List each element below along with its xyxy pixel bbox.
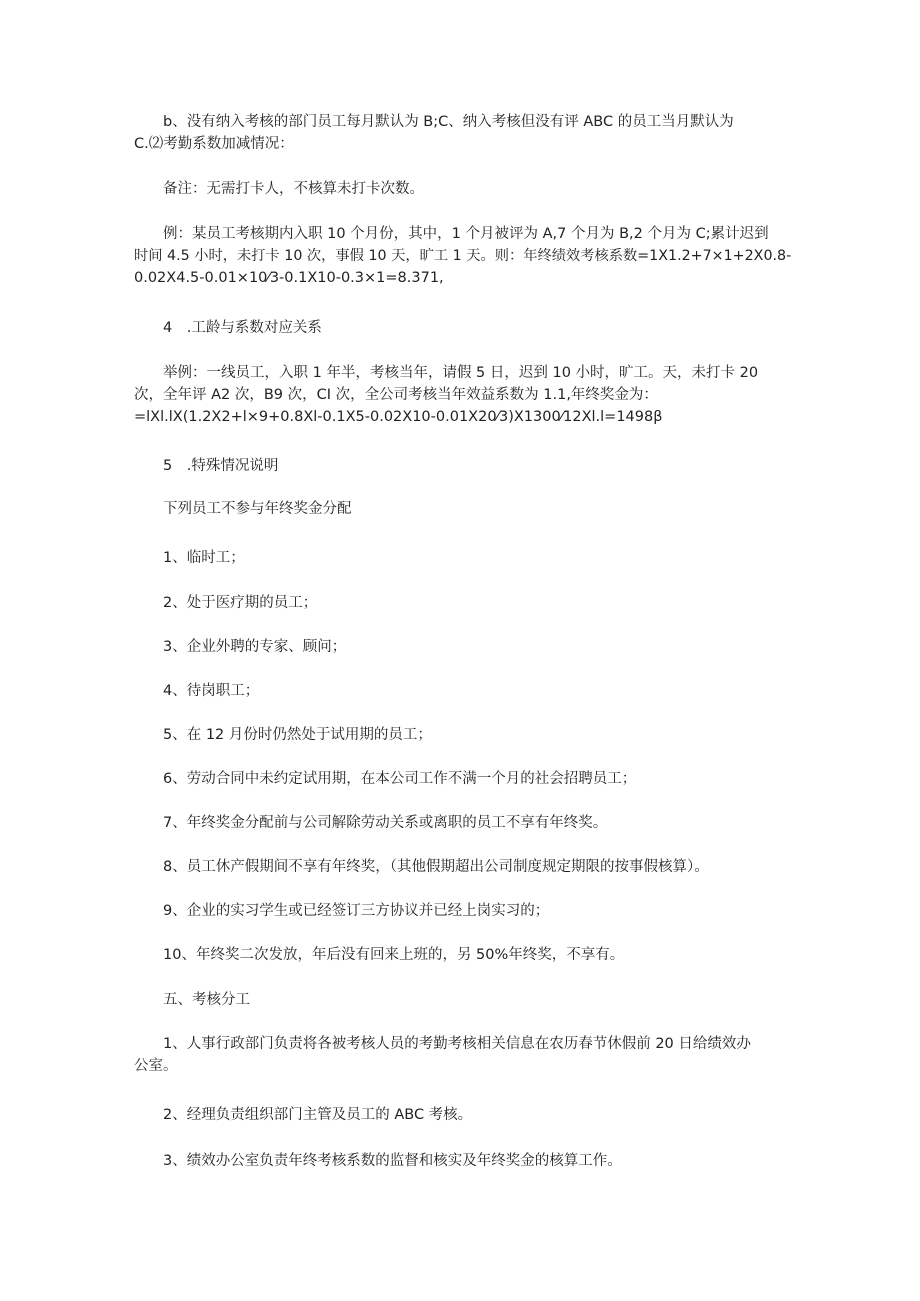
text-line: 次，全年评 A2 次，B9 次，CI 次，全公司考核当年效益系数为 1.1,年终奖金为： — [134, 387, 658, 403]
text-line: 时间 4.5 小时，未打卡 10 次，事假 10 天，旷工 1 天。则：年终绩效考核系数=1X1.2+7×1+2X0.8- — [134, 248, 792, 264]
section-title-assessment-division: 五、考核分工 — [163, 992, 250, 1008]
list-item: 6、劳动合同中未约定试用期，在本公司工作不满一个月的社会招聘员工； — [163, 771, 637, 787]
list-item: 5、在 12 月份时仍然处于试用期的员工； — [163, 727, 432, 743]
list-item: 9、企业的实习学生或已经签订三方协议并已经上岗实习的； — [163, 903, 550, 919]
list-item: 7、年终奖金分配前与公司解除劳动关系或离职的员工不享有年终奖。 — [163, 815, 608, 831]
duty-item-performance-office: 3、绩效办公室负责年终考核系数的监督和核实及年终奖金的核算工作。 — [163, 1153, 622, 1169]
text-line: C.⑵考勤系数加减情况： — [134, 136, 294, 152]
text-line: 举例：一线员工，入职 1 年半，考核当年，请假 5 日，迟到 10 小时，旷工。天，未打卡 20 — [163, 365, 759, 381]
list-item: 2、处于医疗期的员工； — [163, 595, 318, 611]
list-item: 3、企业外聘的专家、顾问； — [163, 639, 347, 655]
list-item: 10、年终奖二次发放，年后没有回来上班的，另 50%年终奖，不享有。 — [163, 947, 625, 963]
example-paragraph-bonus — [134, 362, 794, 428]
list-item: 1、临时工； — [163, 550, 245, 566]
duty-paragraph-hr — [134, 1033, 794, 1077]
note-paragraph: 备注：无需打卡人，不核算未打卡次数。 — [163, 181, 424, 197]
example-paragraph-coefficient — [134, 223, 794, 289]
list-item: 8、员工休产假期间不享有年终奖，（其他假期超出公司制度规定期限的按事假核算）。 — [163, 859, 709, 875]
text-line: 例：某员工考核期内入职 10 个月份，其中，1 个月被评为 A,7 个月为 B,2 个月为 C;累计迟到 — [163, 226, 769, 242]
text-line: 0.02X4.5-0.01×10⁄3-0.1X10-0.3×1=8.371, — [134, 270, 444, 286]
exclusion-intro: 下列员工不参与年终奖金分配 — [163, 501, 352, 517]
duty-item-manager: 2、经理负责组织部门主管及员工的 ABC 考核。 — [163, 1107, 473, 1123]
section-heading-4: 4 .工龄与系数对应关系 — [163, 320, 322, 336]
paragraph-default-rating — [134, 111, 794, 155]
section-heading-5: 5 .特殊情况说明 — [163, 458, 279, 474]
text-line: 1、人事行政部门负责将各被考核人员的考勤考核相关信息在农历春节休假前 20 日给绩效办 — [163, 1036, 751, 1052]
text-line: b、没有纳入考核的部门员工每月默认为 B;C、纳入考核但没有评 ABC 的员工当月默认为 — [163, 114, 734, 130]
text-line: 公室。 — [134, 1058, 178, 1074]
list-item: 4、待岗职工； — [163, 683, 260, 699]
text-line: =lXl.lX(1.2X2+l×9+0.8Xl-0.1X5-0.02X10-0.01X20⁄3)X1300⁄12Xl.l=1498β — [134, 409, 663, 425]
